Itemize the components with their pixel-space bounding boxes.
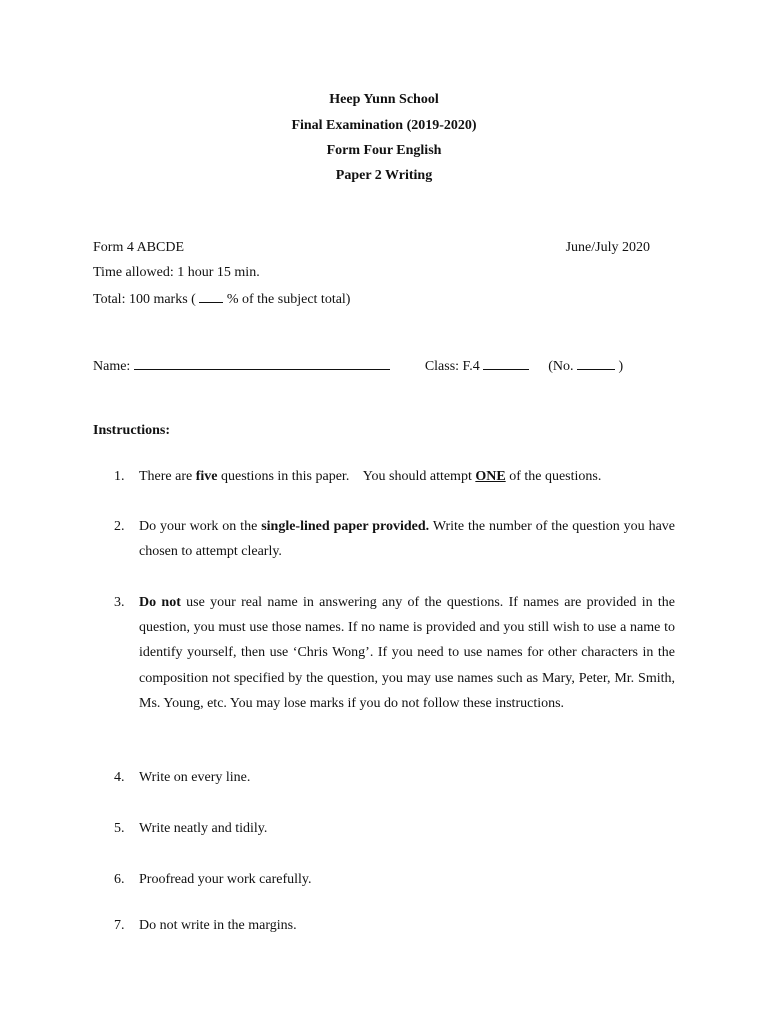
number-label: (No. bbox=[548, 359, 574, 374]
instruction-number: 5. bbox=[114, 821, 125, 836]
instruction-text: Do your work on the bbox=[139, 519, 262, 534]
instruction-number: 2. bbox=[114, 519, 125, 534]
instruction-text: use your real name in answering any of the questions. If names are provided in the question, you must use those names. If no name is provided and you still wish to use a name to identify yourself, then use ‘Chris Wong’. If you need to use names for other characters in the composition not specified by the question, you may use names such as Mary, Peter, Mr. Smith, Ms. Young, etc. You may lose marks if you do not follow these instructions. bbox=[139, 595, 675, 711]
total-prefix: Total: 100 marks ( bbox=[93, 292, 196, 307]
number-close: ) bbox=[618, 359, 624, 374]
paper-title: Paper 2 Writing bbox=[335, 168, 433, 183]
school-name: Heep Yunn School bbox=[329, 92, 439, 107]
instruction-item bbox=[139, 590, 675, 716]
instruction-emphasis: single-lined paper provided. bbox=[261, 519, 430, 534]
exam-date: June/July 2020 bbox=[565, 240, 650, 255]
instruction-item: Do not write in the margins. bbox=[139, 918, 297, 933]
percent-blank[interactable] bbox=[199, 290, 223, 303]
form-label: Form 4 ABCDE bbox=[93, 240, 185, 255]
student-info-row bbox=[93, 357, 674, 375]
instruction-item: Write neatly and tidily. bbox=[139, 821, 268, 836]
instruction-item: Write on every line. bbox=[139, 770, 251, 785]
number-field[interactable] bbox=[577, 357, 615, 370]
name-field[interactable] bbox=[134, 357, 390, 370]
instruction-number: 3. bbox=[114, 595, 125, 610]
instruction-number: 7. bbox=[114, 918, 125, 933]
total-suffix: % of the subject total) bbox=[226, 292, 351, 307]
subject-title: Form Four English bbox=[326, 143, 442, 158]
instruction-emphasis: five bbox=[195, 469, 218, 484]
instruction-text: There are bbox=[139, 469, 196, 484]
instruction-number: 1. bbox=[114, 469, 125, 484]
instruction-emphasis: ONE bbox=[475, 469, 506, 484]
name-label: Name: bbox=[93, 359, 131, 374]
instruction-item bbox=[139, 464, 675, 489]
instruction-number: 4. bbox=[114, 770, 125, 785]
instruction-emphasis: Do not bbox=[139, 595, 181, 610]
time-allowed: Time allowed: 1 hour 15 min. bbox=[93, 265, 260, 280]
instructions-heading: Instructions: bbox=[93, 423, 171, 438]
total-marks bbox=[93, 290, 674, 308]
instruction-text: Write the number of the question you have chosen to attempt clearly. bbox=[139, 519, 675, 560]
instruction-text: questions in this paper. You should attempt bbox=[217, 469, 476, 484]
instruction-item: Proofread your work carefully. bbox=[139, 872, 312, 887]
instruction-number: 6. bbox=[114, 872, 125, 887]
class-label: Class: F.4 bbox=[424, 359, 480, 374]
exam-title: Final Examination (2019-2020) bbox=[291, 118, 477, 133]
instruction-item bbox=[139, 514, 675, 564]
instruction-text: of the questions. bbox=[505, 469, 602, 484]
class-field[interactable] bbox=[483, 357, 529, 370]
